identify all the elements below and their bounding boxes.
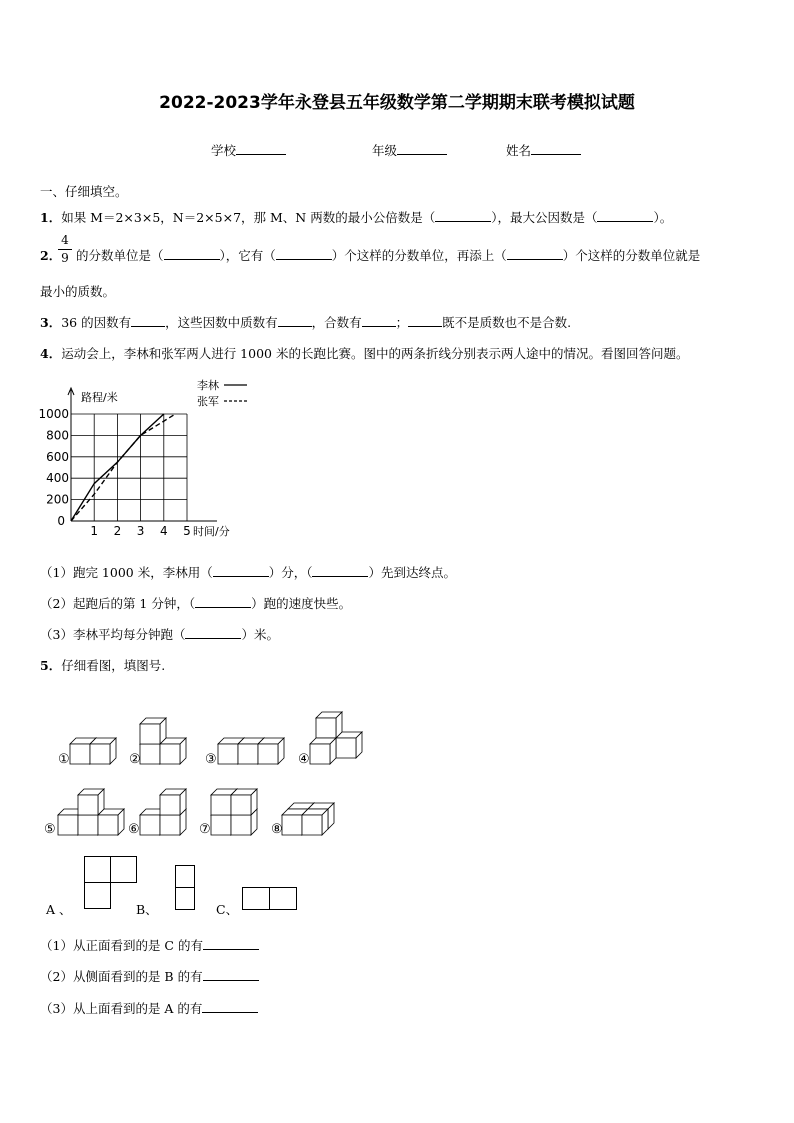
question-4-sub2 (40, 594, 351, 612)
grade-label: 年级 (372, 143, 398, 158)
fraction-four-ninths (58, 233, 72, 266)
question-2 (76, 246, 700, 264)
question-number: 2． (40, 248, 62, 263)
view-c-figure (242, 887, 302, 917)
cube-front (160, 744, 180, 764)
x-tick-label: 5 (183, 524, 191, 538)
view-c-square (243, 888, 270, 910)
x-tick-label: 2 (113, 524, 122, 538)
view-label-a: A 、 (46, 902, 72, 917)
school-blank[interactable] (236, 141, 286, 155)
legend-label: 张军 (197, 395, 219, 408)
view-label-c: C、 (216, 902, 239, 917)
y-tick-label: 800 (46, 428, 69, 443)
cube-front (90, 744, 110, 764)
figure-label-4: ④ (298, 752, 310, 767)
y-tick-label: 600 (46, 449, 69, 464)
question-text: ）跑的速度快些。 (251, 596, 352, 611)
answer-blank[interactable] (362, 313, 396, 327)
question-text: （3）从上面看到的是 A 的有 (40, 1001, 203, 1016)
view-b-square (176, 866, 195, 888)
question-text: （2）起跑后的第 1 分钟，（ (40, 596, 196, 611)
figure-label-2: ② (129, 752, 141, 767)
x-tick-label: 4 (159, 524, 168, 538)
origin-label: 0 (57, 514, 65, 528)
question-text: ），它有（ (219, 248, 276, 263)
figure-label-3: ③ (205, 752, 217, 767)
view-c-square (270, 888, 297, 910)
question-4-sub3 (40, 625, 279, 643)
cube-front (140, 724, 160, 744)
name-label: 姓名 (506, 143, 532, 158)
question-text: 仔细看图，填图号. (61, 658, 166, 673)
view-label-b: B、 (136, 902, 158, 917)
answer-blank[interactable] (507, 246, 563, 260)
cube-front (160, 795, 180, 815)
question-5-sub3 (40, 999, 258, 1017)
x-tick-label: 3 (136, 524, 145, 538)
cube-figures (44, 700, 404, 850)
cube-front (160, 815, 180, 835)
section-heading: 一、仔细填空。 (40, 184, 128, 199)
question-text: 如果 M＝2×3×5，N＝2×5×7，那 M、N 两数的最小公倍数是（ (61, 210, 436, 225)
y-tick-label: 400 (46, 471, 69, 486)
question-5-sub1 (40, 936, 259, 954)
cube-front (258, 744, 278, 764)
question-text: 运动会上，李林和张军两人进行 1000 米的长跑比赛。图中的两条折线分别表示两人途中的情况。看图回答问题。 (61, 346, 689, 361)
view-b-square (176, 888, 195, 910)
answer-blank[interactable] (278, 313, 312, 327)
question-number: 1． (40, 210, 62, 225)
question-3 (40, 313, 571, 331)
cube-front (140, 815, 160, 835)
grade-field (372, 141, 447, 159)
x-tick-label: 1 (90, 524, 99, 538)
view-a-square (85, 883, 111, 909)
cube-front (211, 795, 231, 815)
question-text: ）先到达终点。 (368, 565, 456, 580)
question-text: 36 的因数有 (61, 315, 132, 330)
question-text: ），最大公因数是（ (491, 210, 598, 225)
answer-blank[interactable] (435, 208, 491, 222)
question-text: ，合数有 (311, 315, 362, 330)
question-1 (40, 208, 672, 226)
figure-label-5: ⑤ (44, 822, 56, 837)
y-tick-label: 1000 (38, 407, 69, 421)
view-b-figure (175, 865, 205, 915)
fraction-numerator: 4 (61, 233, 69, 247)
y-tick-label: 200 (46, 492, 69, 507)
figure-label-7: ⑦ (199, 822, 211, 837)
question-text: 的分数单位是（ (76, 248, 164, 263)
page-title: 2022-2023学年永登县五年级数学第二学期期末联考模拟试题 (159, 93, 635, 113)
question-text: （2）从侧面看到的是 B 的有 (40, 969, 203, 984)
question-text: 既不是质数也不是合数. (442, 315, 572, 330)
answer-blank[interactable] (202, 999, 258, 1013)
answer-blank[interactable] (131, 313, 165, 327)
fraction-bar (58, 249, 72, 250)
cube-front (310, 744, 330, 764)
cube-front (70, 744, 90, 764)
question-text: ）个这样的分数单位，再添上（ (331, 248, 507, 263)
x-axis-label: 时间/分 (193, 525, 230, 538)
school-field (211, 141, 286, 159)
school-label: 学校 (211, 143, 237, 158)
question-text: （1）跑完 1000 米，李林用（ (40, 565, 213, 580)
figure-label-8: ⑧ (271, 822, 283, 837)
view-a-square (111, 857, 137, 883)
question-text: （1）从正面看到的是 C 的有 (40, 938, 203, 953)
view-a-square (85, 857, 111, 883)
question-5 (40, 656, 165, 674)
cube-front (140, 744, 160, 764)
question-2-line2: 最小的质数。 (40, 284, 116, 299)
cube-front (58, 815, 78, 835)
question-text: ）米。 (241, 627, 279, 642)
figure-label-6: ⑥ (128, 822, 140, 837)
series-line-2 (71, 414, 175, 521)
cube-front (78, 815, 98, 835)
legend-label: 李林 (197, 379, 219, 392)
cube-front (282, 815, 302, 835)
name-blank[interactable] (531, 141, 581, 155)
answer-blank[interactable] (185, 625, 241, 639)
question-4-sub1 (40, 563, 456, 581)
answer-blank[interactable] (276, 246, 332, 260)
question-number: 4． (40, 346, 62, 361)
answer-blank[interactable] (408, 313, 442, 327)
answer-blank[interactable] (213, 563, 269, 577)
answer-blank[interactable] (203, 967, 259, 981)
y-axis-label: 路程/米 (81, 391, 118, 404)
cube-front (78, 795, 98, 815)
cube-front (98, 815, 118, 835)
distance-time-chart (40, 378, 300, 548)
answer-blank[interactable] (312, 563, 368, 577)
cube-front (336, 738, 356, 758)
cube-front (238, 744, 258, 764)
question-5-sub2 (40, 967, 259, 985)
cube-front (218, 744, 238, 764)
question-4 (40, 344, 688, 362)
cube-front (316, 718, 336, 738)
cube-front (211, 815, 231, 835)
grade-blank[interactable] (397, 141, 447, 155)
figure-label-1: ① (58, 752, 70, 767)
fraction-denominator: 9 (61, 251, 69, 265)
question-text: ）个这样的分数单位就是 (562, 248, 701, 263)
view-a-figure (84, 856, 144, 916)
cube-front (231, 795, 251, 815)
cube-front (231, 815, 251, 835)
answer-blank[interactable] (203, 936, 259, 950)
question-text: ； (395, 315, 409, 330)
question-number: 3． (40, 315, 62, 330)
question-text: （3）李林平均每分钟跑（ (40, 627, 186, 642)
name-field (506, 141, 581, 159)
question-number: 5． (40, 658, 62, 673)
answer-blank[interactable] (597, 208, 653, 222)
question-text: ，这些因数中质数有 (165, 315, 278, 330)
question-text: ）。 (653, 210, 673, 225)
answer-blank[interactable] (195, 594, 251, 608)
answer-blank[interactable] (164, 246, 220, 260)
cube-front (302, 815, 322, 835)
question-text: ）分，（ (268, 565, 313, 580)
